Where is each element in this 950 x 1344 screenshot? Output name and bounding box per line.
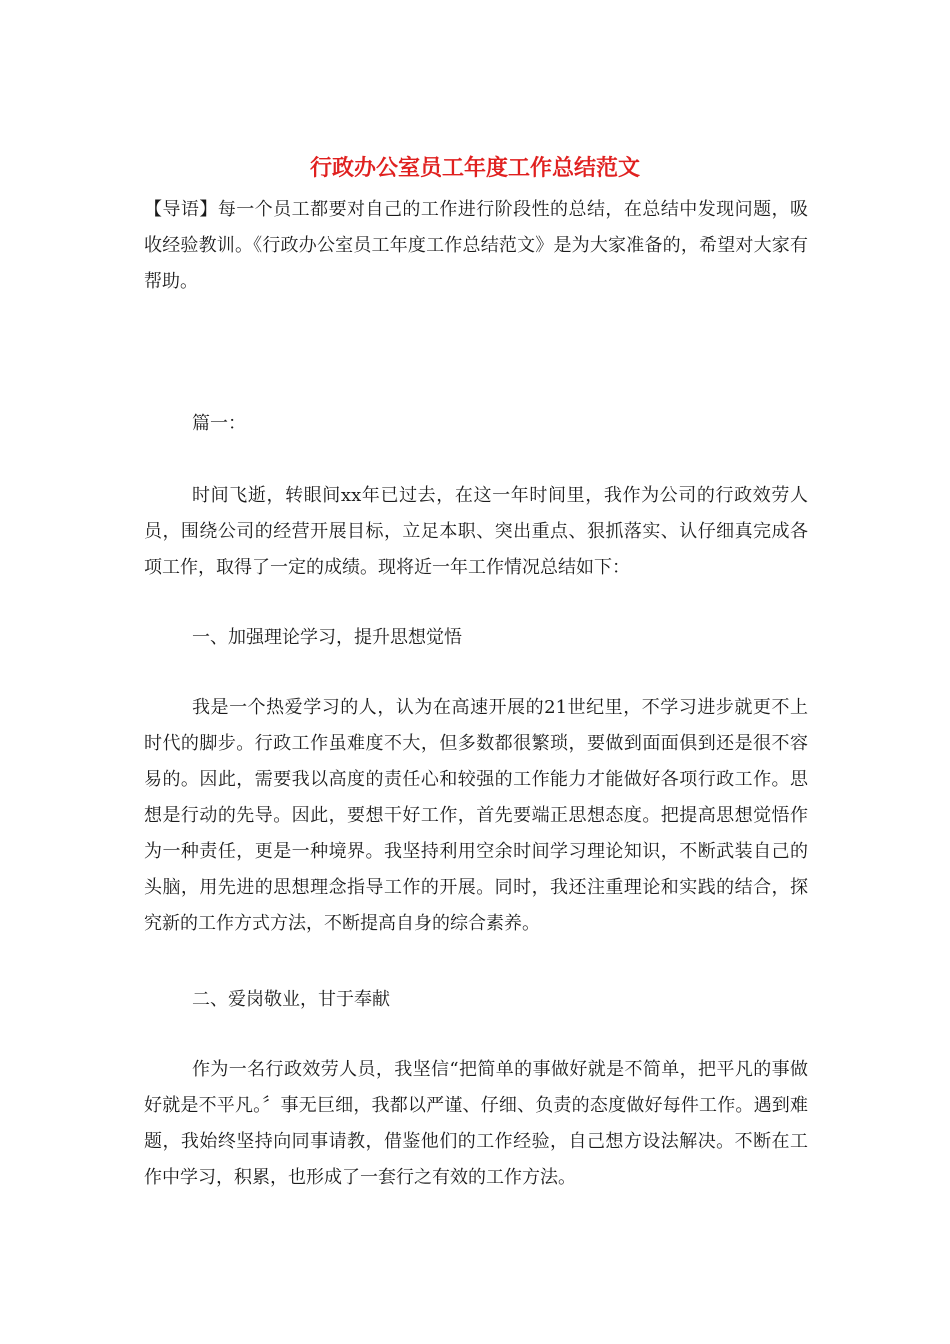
- section-2-heading: 二、爱岗敬业，甘于奉献: [192, 989, 390, 1010]
- paragraph-3: 作为一名行政效劳人员，我坚信“把简单的事做好就是不简单，把平凡的事做好就是不平凡。〞事无巨细，我都以严谨、仔细、负责的态度做好每件工作。遇到难题，我始终坚持向同事请教，借鉴他们的工作经验，自己想方设法解决。不断在工作中学习，积累，也形成了一套行之有效的工作方法。: [144, 1059, 808, 1188]
- section-1-heading: 一、加强理论学习，提升思想觉悟: [192, 627, 462, 648]
- document-title: 行政办公室员工年度工作总结范文: [309, 155, 640, 181]
- paragraph-2: 我是一个热爱学习的人，认为在高速开展的21世纪里，不学习进步就更不上时代的脚步。行政工作虽难度不大，但多数都很繁琐，要做到面面俱到还是很不容易的。因此，需要我以高度的责任心和较强的工作能力才能做好各项行政工作。思想是行动的先导。因此，要想干好工作，首先要端正思想态度。把提高思想觉悟作为一种责任，更是一种境界。我坚持利用空余时间学习理论知识，不断武装自己的头脑，用先进的思想理念指导工作的开展。同时，我还注重理论和实践的结合，探究新的工作方式方法，不断提高自身的综合素养。: [144, 697, 808, 934]
- part-label: 篇一：: [192, 413, 246, 434]
- intro-paragraph: 【导语】每一个员工都要对自己的工作进行阶段性的总结，在总结中发现问题，吸收经验教训。《行政办公室员工年度工作总结范文》是为大家准备的，希望对大家有帮助。: [144, 199, 808, 292]
- paragraph-1: 时间飞逝，转眼间xx年已过去，在这一年时间里，我作为公司的行政效劳人员，围绕公司的经营开展目标，立足本职、突出重点、狠抓落实、认仔细真完成各项工作，取得了一定的成绩。现将近一年工作情况总结如下：: [144, 485, 808, 578]
